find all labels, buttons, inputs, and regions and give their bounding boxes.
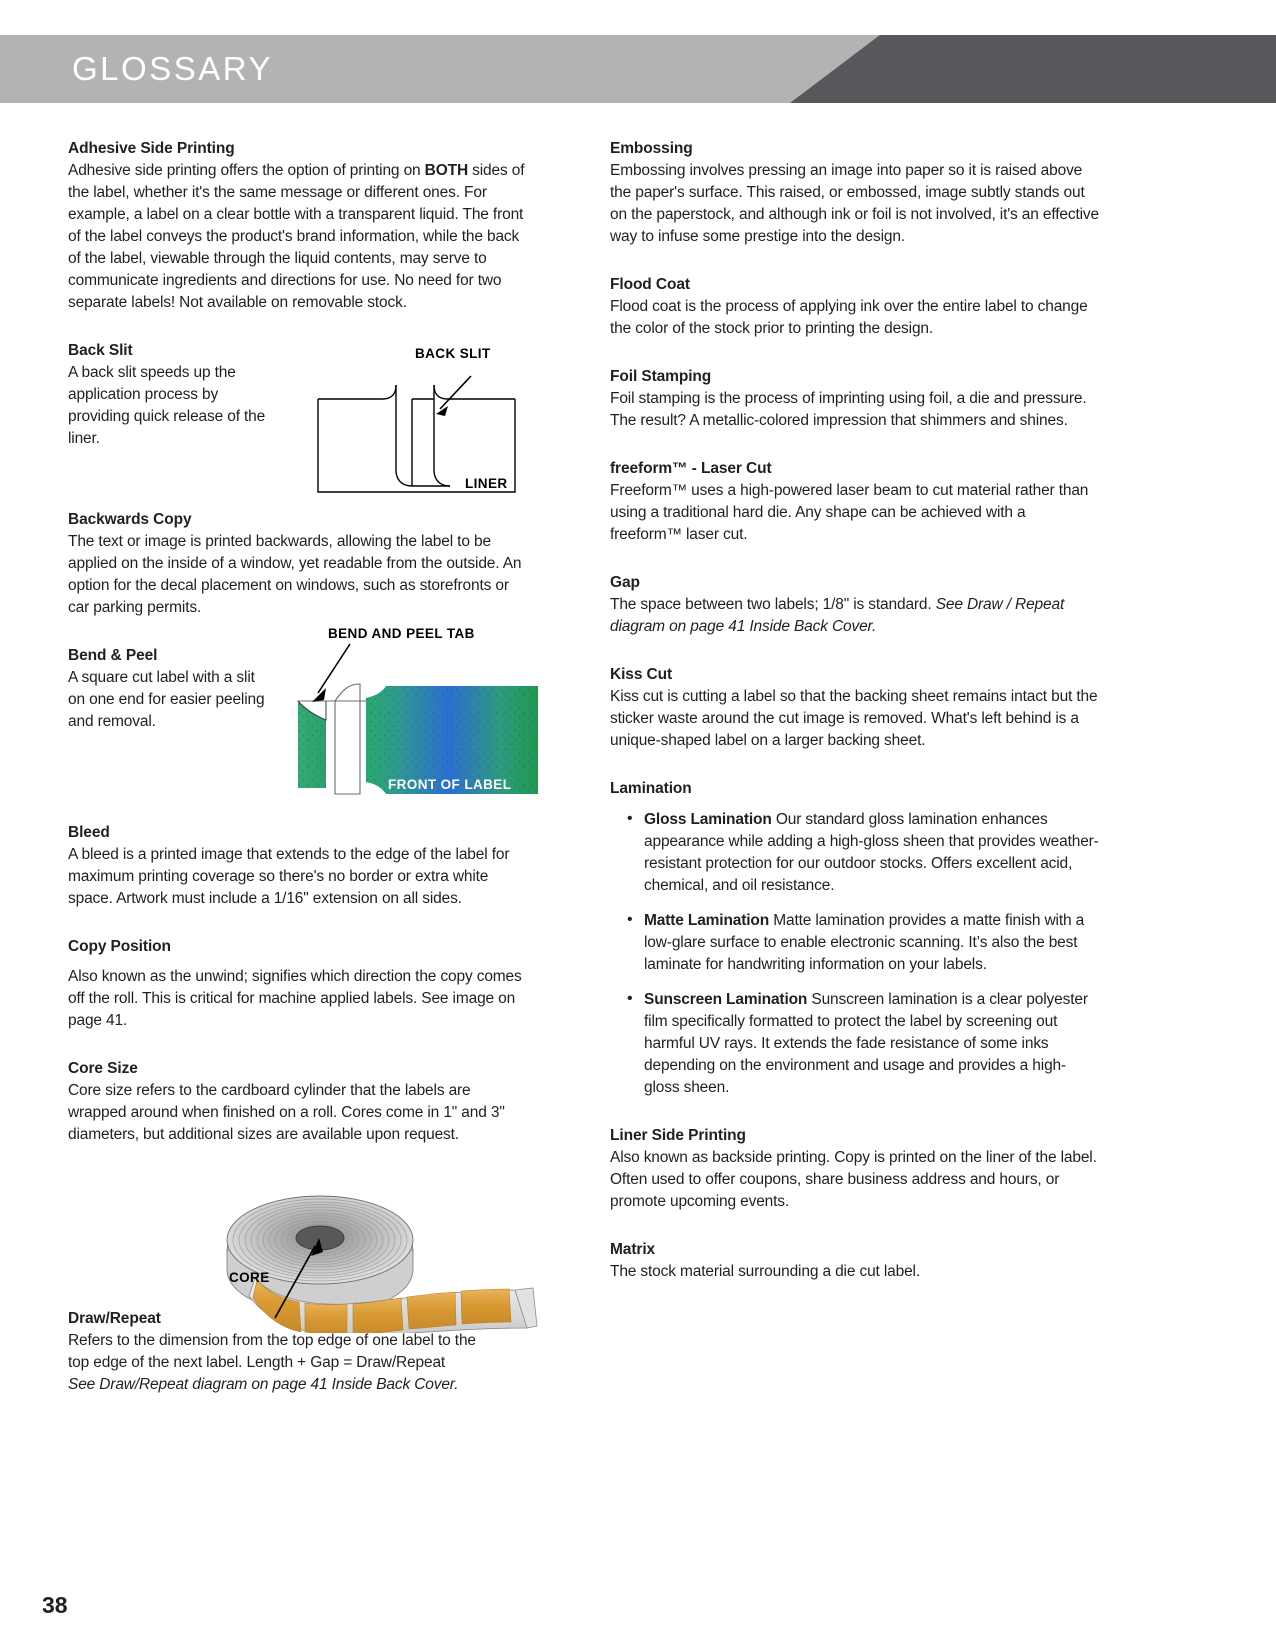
term-title: Foil Stamping bbox=[610, 368, 712, 385]
term-title: Gap bbox=[610, 574, 640, 591]
back-slit-diagram bbox=[310, 346, 535, 502]
bullet-text: Sunscreen lamination is a clear polyester film specifically formatted to protect the label by screening out harmful UV rays. It extends the fade resistance of some inks depending on the environment and usage and provides a high-gloss sheen. bbox=[644, 991, 1088, 1096]
page-number: 38 bbox=[42, 1592, 68, 1618]
term-embossing bbox=[610, 138, 1100, 248]
see-diagram-note: See Draw / Repeat diagram on page 41 Inside Back Cover. bbox=[610, 596, 1065, 635]
term-freeform-laser-cut bbox=[610, 458, 1100, 546]
right-column bbox=[610, 138, 1100, 1300]
term-title: Flood Coat bbox=[610, 276, 690, 293]
term-body: Freeform™ uses a high-powered laser beam to cut material rather than using a traditional hard die. Any shape can be achieved with a freeform™ laser cut. bbox=[610, 482, 1089, 543]
term-foil-stamping bbox=[610, 366, 1100, 432]
lamination-list bbox=[610, 809, 1100, 1099]
term-core-size bbox=[68, 1058, 530, 1146]
bend-and-peel-diagram bbox=[288, 626, 538, 803]
page-title: GLOSSARY bbox=[72, 50, 273, 87]
term-kiss-cut bbox=[610, 664, 1100, 752]
term-title: Copy Position bbox=[68, 938, 171, 955]
core-callout-label: CORE bbox=[229, 1270, 270, 1285]
term-lamination bbox=[610, 778, 1100, 1099]
bullet-label: Sunscreen Lamination bbox=[644, 991, 808, 1008]
term-adhesive-side-printing bbox=[68, 138, 530, 314]
term-body: The text or image is printed backwards, allowing the label to be applied on the inside of a window, yet readable from the outside. An option for the decal placement on windows, such as storefronts or car parking permits. bbox=[68, 533, 522, 616]
term-liner-side-printing bbox=[610, 1125, 1100, 1213]
text-pre: Adhesive side printing offers the option of printing on bbox=[68, 162, 425, 179]
term-body: The stock material surrounding a die cut label. bbox=[610, 1263, 921, 1280]
list-item bbox=[610, 809, 1100, 897]
text-post: sides of the label, whether it's the same message or different ones. For example, a label on a clear bottle with a transparent liquid. The front of the label conveys the product's brand information, while the back of the label, viewable through the liquid contents, may serve to communicate ingredients and directions for use. No need for two separate labels! Not available on removable stock. bbox=[68, 162, 525, 311]
term-title: Bleed bbox=[68, 824, 110, 841]
term-body: A square cut label with a slit on one end for easier peeling and removal. bbox=[68, 669, 265, 730]
term-title: freeform™ - Laser Cut bbox=[610, 460, 772, 477]
term-body: Also known as the unwind; signifies which direction the copy comes off the roll. This is critical for machine applied labels. See image on page 41. bbox=[68, 968, 522, 1029]
bend-peel-callout-label: BEND AND PEEL TAB bbox=[328, 626, 475, 641]
term-title: Liner Side Printing bbox=[610, 1127, 746, 1144]
bullet-label: Matte Lamination bbox=[644, 912, 770, 929]
text-plain: The space between two labels; 1/8" is standard. bbox=[610, 596, 936, 613]
term-title: Matrix bbox=[610, 1241, 656, 1258]
term-copy-position bbox=[68, 936, 530, 1032]
term-title: Draw/Repeat bbox=[68, 1310, 161, 1327]
list-item bbox=[610, 910, 1100, 976]
liner-callout-label: LINER bbox=[465, 476, 508, 491]
see-diagram-note: See Draw/Repeat diagram on page 41 Inside Back Cover. bbox=[68, 1376, 459, 1393]
term-title: Bend & Peel bbox=[68, 647, 158, 664]
term-body-italic bbox=[68, 1374, 530, 1396]
term-body bbox=[610, 594, 1100, 638]
term-body: Also known as backside printing. Copy is printed on the liner of the label. Often used to offer coupons, share business address and hours, or promote upcoming events. bbox=[610, 1149, 1097, 1210]
term-body bbox=[68, 160, 530, 314]
term-bleed bbox=[68, 822, 530, 910]
term-body: Core size refers to the cardboard cylinder that the labels are wrapped around when finished on a roll. Cores come in 1" and 3" diameters, but additional sizes are available upon request. bbox=[68, 1082, 505, 1143]
term-title: Back Slit bbox=[68, 342, 133, 359]
term-title: Kiss Cut bbox=[610, 666, 673, 683]
bullet-text: Our standard gloss lamination enhances appearance while adding a high-gloss sheen that provides weather-resistant protection for our outdoor stocks. Offers excellent acid, chemical, and oil resistance. bbox=[644, 811, 1099, 894]
term-body: A bleed is a printed image that extends to the edge of the label for maximum printing coverage so there's no border or extra white space. Artwork must include a 1/16" extension on all sides. bbox=[68, 846, 510, 907]
term-body: Kiss cut is cutting a label so that the backing sheet remains intact but the sticker waste around the cut image is removed. What's left behind is a unique-shaped label on a larger backing sheet. bbox=[610, 688, 1098, 749]
term-body: Embossing involves pressing an image into paper so it is raised above the paper's surface. This raised, or embossed, image subtly stands out on the paperstock, and although ink or foil is not involved, it's an effective way to infuse some prestige into the design. bbox=[610, 162, 1100, 245]
term-body: A back slit speeds up the application process by providing quick release of the liner. bbox=[68, 364, 266, 447]
list-item bbox=[610, 989, 1100, 1099]
term-body: Flood coat is the process of applying ink over the entire label to change the color of the stock prior to printing the design. bbox=[610, 298, 1088, 337]
term-gap bbox=[610, 572, 1100, 638]
front-of-label-callout: FRONT OF LABEL bbox=[388, 777, 512, 792]
term-flood-coat bbox=[610, 274, 1100, 340]
bullet-text: Matte lamination provides a matte finish with a low-glare surface to enable electronic scanning. It’s also the best laminate for handwriting information on your labels. bbox=[644, 912, 1085, 973]
term-title: Adhesive Side Printing bbox=[68, 140, 235, 157]
term-body: Refers to the dimension from the top edge of one label to the top edge of the next label. Length + Gap = Draw/Repeat bbox=[68, 1332, 476, 1371]
page-header-banner bbox=[0, 35, 1276, 103]
term-title: Backwards Copy bbox=[68, 511, 192, 528]
term-body: Foil stamping is the process of imprinting using foil, a die and pressure. The result? A metallic-colored impression that shimmers and shines. bbox=[610, 390, 1087, 429]
bullet-label: Gloss Lamination bbox=[644, 811, 772, 828]
term-backwards-copy bbox=[68, 509, 530, 619]
text-bold: BOTH bbox=[424, 162, 468, 179]
term-title: Core Size bbox=[68, 1060, 138, 1077]
back-slit-callout-label: BACK SLIT bbox=[415, 346, 491, 361]
label-roll-diagram bbox=[215, 1178, 545, 1333]
term-title: Lamination bbox=[610, 780, 692, 797]
term-title: Embossing bbox=[610, 140, 693, 157]
roll-illustration bbox=[215, 1178, 545, 1333]
term-matrix bbox=[610, 1239, 1100, 1283]
